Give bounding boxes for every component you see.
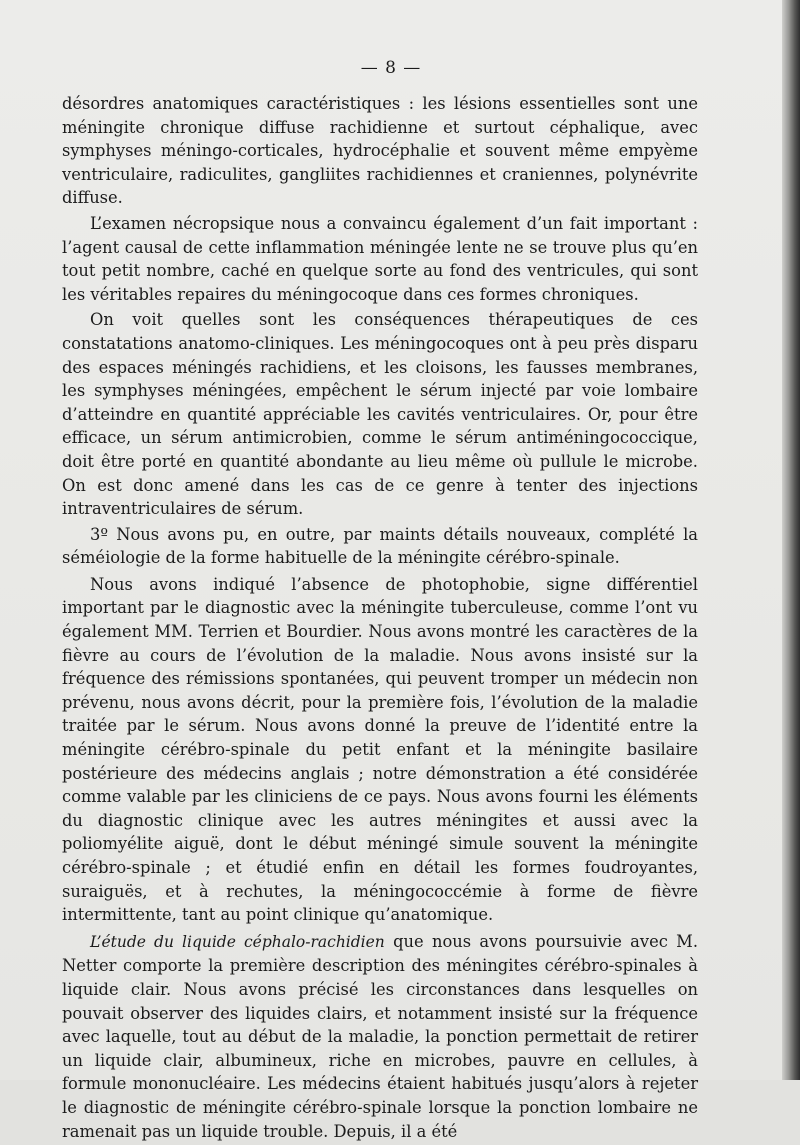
paragraph-6-italic-lead: L’étude du liquide céphalo-rachidien <box>90 932 385 951</box>
page-edge-shadow <box>782 0 800 1080</box>
paragraph-3: On voit quelles sont les conséquences thérapeutiques de ces constatations anatomo-cliniques. Les méningocoques ont à peu près disparu des espaces méningés rachidiens, et les cloisons, les fausses membranes, les symphyses méningées, empêchent le sérum injecté par voie lombaire d’atteindre en quantité appréciable les cavités ventriculaires. Or, pour être efficace, un sérum antimicrobien, comme le sérum antiméningococcique, doit être porté en quantité abondante au lieu même où pullule le microbe. On est donc amené dans les cas de ce genre à tenter des injections intraventriculaires de sérum. <box>62 310 698 519</box>
paragraph-6-text: que nous avons poursuivie avec M. Netter comporte la première description des méningites cérébro-spinales à liquide clair. Nous avons précisé les circonstances dans lesquelles on pouvait observer des liquides clairs, et notamment insisté sur la fréquence avec laquelle, tout au début de la maladie, la ponction permettait de retirer un liquide clair, albumineux, riche en microbes, pauvre en cellules, à formule mononucléaire. Les médecins étaient habitués jusqu’alors à rejeter le diagnostic de méningite cérébro-spinale lorsque la ponction lombaire ne ramenait pas un liquide trouble. Depuis, il a été <box>62 931 698 1141</box>
paragraph-2: L’examen nécropsique nous a convaincu également d’un fait important : l’agent causal de cette inflammation méningée lente ne se trouve plus qu’en tout petit nombre, caché en quelque sorte au fond des ventricules, qui sont les véritables repaires du méningocoque dans ces formes chroniques. <box>62 213 698 304</box>
body-text <box>62 92 698 1145</box>
page-number: — 8 — <box>360 58 422 78</box>
paragraph-4: 3º Nous avons pu, en outre, par maints détails nouveaux, complété la séméiologie de la forme habituelle de la méningite cérébro-spinale. <box>62 524 698 568</box>
paragraph-5: Nous avons indiqué l’absence de photophobie, signe différentiel important par le diagnostic avec la méningite tuberculeuse, comme l’ont vu également MM. Terrien et Bourdier. Nous avons montré les caractères de la fièvre au cours de l’évolution de la maladie. Nous avons insisté sur la fréquence des rémissions spontanées, qui peuvent tromper un médecin non prévenu, nous avons décrit, pour la première fois, l’évolution de la maladie traitée par le sérum. Nous avons donné la preuve de l’identité entre la méningite cérébro-spinale du petit enfant et la méningite basilaire postérieure des médecins anglais ; notre démonstration a été considérée comme valable par les cliniciens de ce pays. Nous avons fourni les éléments du diagnostic clinique avec les autres méningites et aussi avec la poliomyélite aiguë, dont le début méningé simule souvent la méningite cérébro-spinale ; et étudié enfin en détail les formes foudroyantes, suraiguës, et à rechutes, la méningococcémie à forme de fièvre intermittente, tant au point clinique qu’anatomique. <box>62 574 698 925</box>
paragraph-1: désordres anatomiques caractéristiques : les lésions essentielles sont une méningite chronique diffuse rachidienne et surtout céphalique, avec symphyses méningo-corticales, hydrocéphalie et souvent même empyème ventriculaire, radiculites, gangliites rachidiennes et craniennes, polynévrite diffuse. <box>62 94 698 208</box>
paragraph-6 <box>62 930 698 1143</box>
